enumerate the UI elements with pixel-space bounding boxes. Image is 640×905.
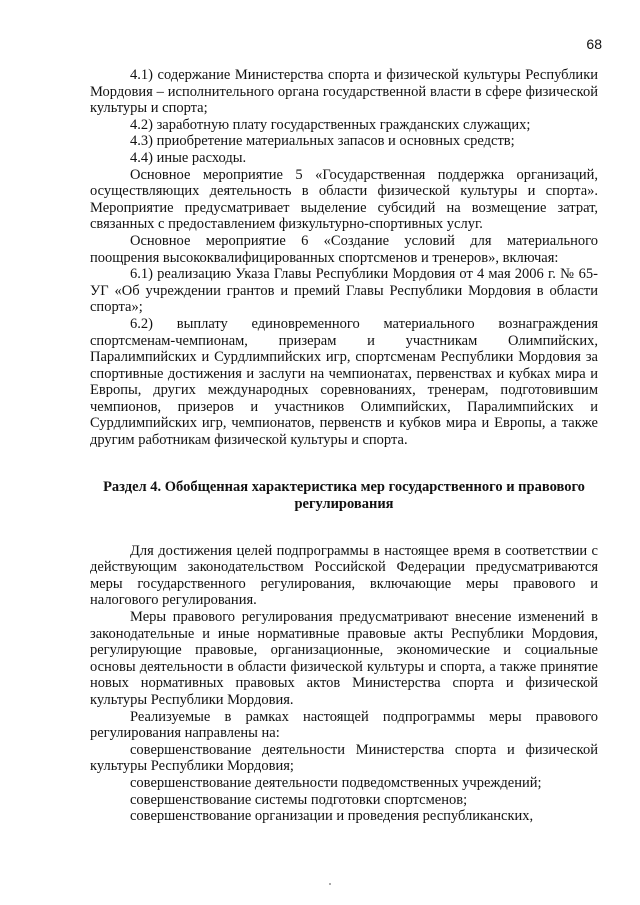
list-item-4-4: 4.4) иные расходы. — [130, 149, 247, 166]
list-item-4-2: 4.2) заработную плату государственных гражданских служащих; — [130, 116, 531, 133]
list-item-4-3: 4.3) приобретение материальных запасов и основных средств; — [130, 133, 515, 150]
paragraph-legal-measures: Меры правового регулирования предусматривают внесение изменений в законодательные и иные нормативные правовые акты Республики Мордовия, регулирующие правовые, организационные, экономические и социальные основы деятельности в области физической культуры и спорта, а также принятие новых нормативных правовых актов Министерства спорта и физической культуры Республики Мордовия. — [90, 609, 598, 708]
direction-item: совершенствование организации и проведения республиканских, — [130, 808, 534, 825]
scan-dot — [329, 883, 331, 885]
document-body — [90, 67, 598, 825]
list-item-4-1: 4.1) содержание Министерства спорта и физической культуры Республики Мордовия – исполнительного органа государственной власти в сфере физической культуры и спорта; — [90, 67, 598, 117]
page-number: 68 — [586, 36, 602, 52]
paragraph-measure-5: Основное мероприятие 5 «Государственная поддержка организаций, осуществляющих деятельность в области физической культуры и спорта». Мероприятие предусматривает выделение субсидий на возмещение затрат, связанных с предоставлением физкультурно-спортивных услуг. — [90, 166, 598, 233]
direction-item: совершенствование деятельности подведомственных учреждений; — [130, 774, 542, 791]
paragraph-measure-6: Основное мероприятие 6 «Создание условий для материального поощрения высококвалифицированных спортсменов и тренеров», включая: — [90, 232, 598, 266]
list-item-6-2: 6.2) выплату единовременного материального вознаграждения спортсменам-чемпионам, призерам и участникам Олимпийских, Паралимпийских и Сурдлимпийских игр, спортсменам Республики Мордовия за спортивные достижения и заслуги на чемпионатах, первенствах и кубках мира и Европы, других международных соревнованиях, тренерам, подготовившим чемпионов, призеров и участников Олимпийских, Паралимпийских и Сурдлимпийских игр, чемпионатов, первенств и кубков мира и Европы, а также другим работникам физической культуры и спорта. — [90, 315, 598, 449]
direction-item: совершенствование системы подготовки спортсменов; — [130, 791, 468, 808]
list-item-6-1: 6.1) реализацию Указа Главы Республики Мордовия от 4 мая 2006 г. № 65-УГ «Об учреждении грантов и премий Главы Республики Мордовия в области спорта»; — [90, 266, 598, 316]
direction-item: совершенствование деятельности Министерства спорта и физической культуры Республики Мордовия; — [90, 741, 598, 775]
paragraph-goals: Для достижения целей подпрограммы в настоящее время в соответствии с действующим законодательством Российской Федерации предусматриваются меры государственного регулирования, включающие меры правового и налогового регулирования. — [90, 542, 598, 609]
section-heading: Раздел 4. Обобщенная характеристика мер государственного и правового регулирования — [103, 478, 585, 512]
paragraph-directions: Реализуемые в рамках настоящей подпрограммы меры правового регулирования направлены на: — [90, 708, 598, 742]
